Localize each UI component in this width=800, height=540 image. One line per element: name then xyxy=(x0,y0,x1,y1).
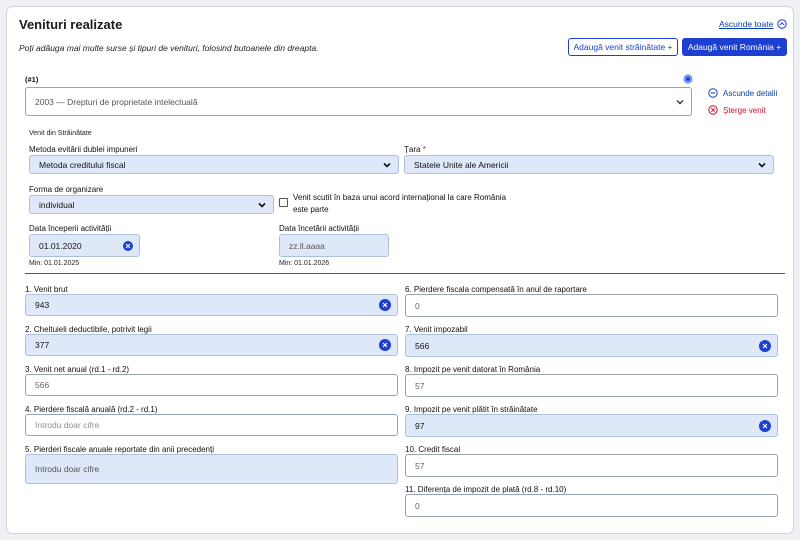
chevron-down-icon xyxy=(675,97,685,107)
tax-difference-input[interactable] xyxy=(405,494,778,517)
method-value: Metoda creditului fiscal xyxy=(39,159,126,170)
organization-value: individual xyxy=(39,199,75,210)
hide-details-control[interactable] xyxy=(708,88,777,98)
clear-icon[interactable] xyxy=(379,299,391,311)
tax-abroad-input[interactable] xyxy=(405,414,778,437)
taxable-income-input[interactable] xyxy=(405,334,778,357)
add-romania-income-button[interactable]: Adaugă venit România + xyxy=(682,38,787,56)
net-income-value: 566 xyxy=(35,380,50,390)
section-divider xyxy=(25,273,785,274)
hide-details-label: Ascunde detalii xyxy=(723,88,778,98)
gross-income-input[interactable] xyxy=(25,294,398,316)
page-title: Venituri realizate xyxy=(19,17,123,32)
tax-romania-input[interactable] xyxy=(405,374,778,397)
chevron-down-icon xyxy=(757,160,767,170)
gross-income-value: 943 xyxy=(35,300,50,310)
annual-loss-label: 4. Pierdere fiscală anuală (rd.2 - rd.1) xyxy=(25,405,158,414)
organization-label: Forma de organizare xyxy=(29,185,104,194)
collapse-circle-icon[interactable] xyxy=(777,19,787,29)
deductible-expenses-input[interactable] xyxy=(25,334,398,356)
exempt-checkbox[interactable] xyxy=(279,198,288,207)
tax-credit-input[interactable] xyxy=(405,454,778,477)
section-label: Venit din Străinătate xyxy=(29,130,92,137)
compensated-loss-label: 6. Pierdere fiscala compensată în anul de raportare xyxy=(405,285,587,294)
income-type-select[interactable] xyxy=(25,87,692,116)
income-type-value: 2003 — Drepturi de proprietate intelectuală xyxy=(35,96,198,107)
required-mark: * xyxy=(422,145,426,154)
clear-icon[interactable] xyxy=(123,241,133,251)
compensated-loss-input[interactable] xyxy=(405,294,778,317)
entry-index: (#1) xyxy=(25,75,39,84)
start-date-value: 01.01.2020 xyxy=(39,240,82,251)
country-select[interactable] xyxy=(404,155,774,174)
taxable-income-label: 7. Venit impozabil xyxy=(405,325,468,334)
delete-income-label: Șterge venit xyxy=(723,105,766,115)
collapse-all-control[interactable] xyxy=(719,19,787,29)
clear-icon[interactable] xyxy=(379,339,391,351)
carried-losses-input[interactable] xyxy=(25,454,398,484)
net-income-input[interactable] xyxy=(25,374,398,396)
start-date-min: Min: 01.01.2025 xyxy=(29,260,80,267)
method-select[interactable] xyxy=(29,155,399,174)
tax-abroad-label: 9. Impozit pe venit plătit în străinătate xyxy=(405,405,538,414)
income-card xyxy=(6,6,794,534)
end-date-placeholder: zz.ll.aaaa xyxy=(289,240,325,251)
start-date-input[interactable] xyxy=(29,234,140,257)
page-subtitle: Poți adăuga mai multe surse și tipuri de venituri, folosind butoanele din dreapta. xyxy=(19,43,319,53)
deductible-expenses-value: 377 xyxy=(35,340,50,350)
close-circle-icon xyxy=(708,105,718,115)
clear-icon[interactable] xyxy=(759,340,771,352)
collapse-all-link[interactable]: Ascunde toate xyxy=(719,19,774,29)
country-label xyxy=(404,145,426,154)
tax-credit-label: 10. Credit fiscal xyxy=(405,445,461,454)
deductible-expenses-label: 2. Cheltuieli deductibile, potrivit legii xyxy=(25,325,152,334)
end-date-label: Data încetării activității xyxy=(279,224,360,233)
tax-romania-label: 8. Impozit pe venit datorat în România xyxy=(405,365,541,374)
end-date-input[interactable] xyxy=(279,234,389,257)
exempt-label-line1: Venit scutit în baza unui acord internațional la care România xyxy=(293,193,507,202)
country-label-text: Țara xyxy=(404,145,421,154)
carried-losses-label: 5. Pierderi fiscale anuale reportate din anii precedenți xyxy=(25,445,215,454)
tax-abroad-value: 97 xyxy=(415,420,425,431)
chevron-down-icon xyxy=(257,200,267,210)
carried-losses-placeholder: Introdu doar cifre xyxy=(35,464,100,474)
tax-credit-value: 57 xyxy=(415,460,425,471)
collapse-circle-icon xyxy=(708,88,718,98)
start-date-label: Data începerii activității xyxy=(29,224,112,233)
compensated-loss-value: 0 xyxy=(415,300,420,311)
info-icon[interactable] xyxy=(683,74,693,84)
tax-difference-label: 11. Diferența de impozit de plată (rd.8 - rd.10) xyxy=(405,485,567,494)
net-income-label: 3. Venit net anual (rd.1 - rd.2) xyxy=(25,365,130,374)
end-date-min: Min: 01.01.2026 xyxy=(279,260,330,267)
clear-icon[interactable] xyxy=(759,420,771,432)
organization-select[interactable] xyxy=(29,195,274,214)
gross-income-label: 1. Venit brut xyxy=(25,285,68,294)
delete-income-control[interactable] xyxy=(708,105,766,115)
method-label: Metoda evitării dublei impuneri xyxy=(29,145,138,154)
country-value: Statele Unite ale Americii xyxy=(414,159,509,170)
tax-romania-value: 57 xyxy=(415,380,425,391)
taxable-income-value: 566 xyxy=(415,340,430,351)
tax-difference-value: 0 xyxy=(415,500,420,511)
annual-loss-input[interactable] xyxy=(25,414,398,436)
exempt-label-line2: este parte xyxy=(293,205,329,214)
add-foreign-income-button[interactable]: Adaugă venit străinătate + xyxy=(568,38,678,56)
annual-loss-placeholder: Introdu doar cifre xyxy=(35,420,100,430)
chevron-down-icon xyxy=(382,160,392,170)
